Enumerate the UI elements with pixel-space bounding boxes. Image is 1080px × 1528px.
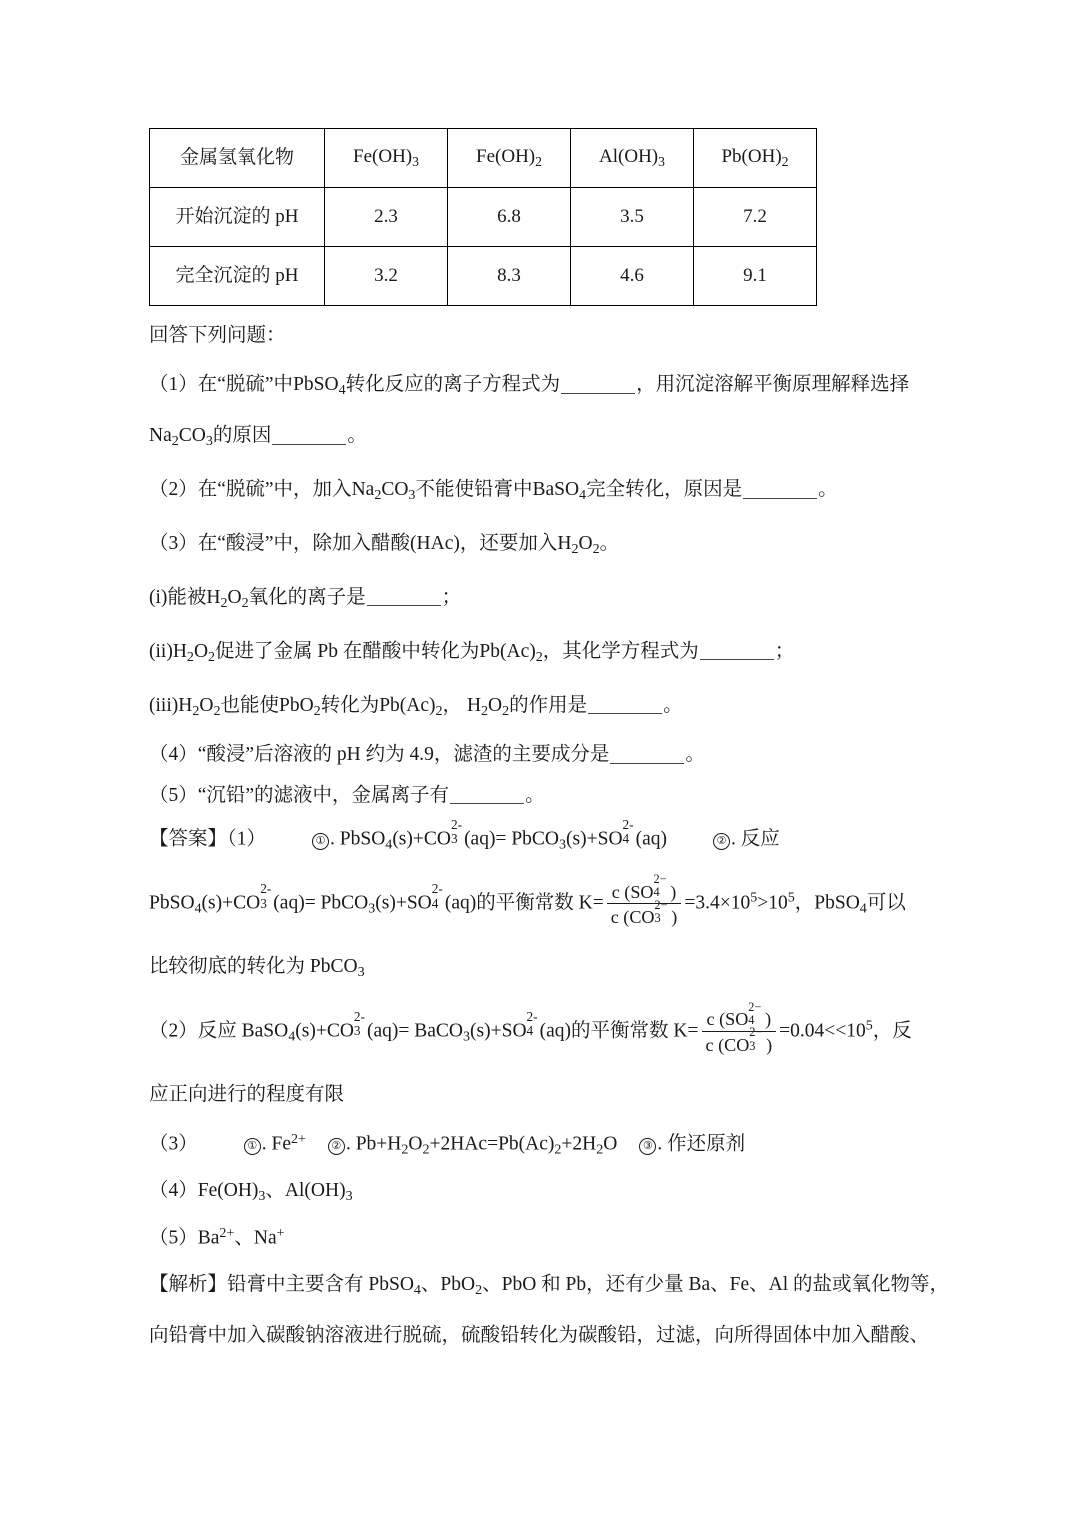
a1b-tail: 可以 — [866, 892, 906, 914]
answer-1-line — [149, 817, 949, 854]
table-header-label-text: 金属氢氧化物 — [179, 146, 294, 168]
q2-na-sub: 2 — [374, 486, 382, 503]
answer-2-continuation: 应正向进行的程度有限 — [149, 1084, 345, 1106]
q3iii-pbac-sub: 2 — [435, 702, 443, 719]
sulfate-charge-stack — [526, 1009, 539, 1039]
charge-subscript: 3 — [654, 910, 661, 925]
q3ii-semicolon: ； — [774, 640, 795, 662]
q1-text-a: （1）在“脱硫”中 — [149, 374, 294, 396]
q2-text-a: （2）在“脱硫”中，加入 — [149, 479, 352, 501]
explanation-sub-1: 4 — [413, 1281, 421, 1298]
a2-prefix: （2）反应 — [149, 1020, 242, 1042]
table-header-cell-label — [150, 129, 325, 188]
fraction-numerator — [702, 999, 777, 1030]
q3i-text-b: 氧化的离子是 — [248, 586, 366, 608]
a2-sub-2: 3 — [463, 1028, 471, 1045]
q3i-semicolon: ； — [441, 586, 462, 608]
q3iii-comma: ， — [442, 694, 463, 716]
q3-period: 。 — [599, 532, 620, 554]
charge-superscript: 2- — [450, 817, 463, 833]
cell-complete-ph-aloh3: 4.6 — [571, 247, 694, 306]
answer-blank[interactable] — [272, 425, 346, 445]
q3iii-pbo2-sub: 2 — [313, 702, 321, 719]
q3-text-a: （3）在“酸浸”中，除加入醋酸(HAc)，还要加入 — [149, 532, 558, 554]
fraction-denominator — [607, 897, 682, 928]
carbonate-charge-stack — [450, 817, 463, 847]
answer-blank[interactable] — [561, 374, 635, 394]
a2-result-exp: 5 — [865, 1017, 873, 1034]
explanation-text-c: 、PbO 和 Pb，还有少量 Ba、Fe、Al 的盐或氧化物等， — [482, 1273, 950, 1295]
q5-text: （5）“沉铅”的滤液中，金属离子有 — [149, 784, 450, 806]
table-header-cell-pboh2 — [694, 129, 817, 188]
q3iii-o2: O — [488, 694, 503, 716]
charge-superscript: 2- — [431, 881, 443, 897]
a3-eq-part-3: +2HAc=Pb(Ac) — [429, 1134, 555, 1156]
a3-fe-charge: 2+ — [291, 1131, 306, 1148]
answer-blank[interactable] — [367, 587, 441, 607]
table-header-cell-feoh3 — [325, 129, 448, 188]
a2-eq-part-3: (aq)= BaCO — [367, 1020, 464, 1042]
q4-period: 。 — [685, 744, 705, 766]
q3-h-sub: 2 — [571, 540, 579, 557]
charge-superscript: 2− — [748, 999, 762, 1014]
answer-5-line — [149, 1224, 949, 1252]
q3iii-h2: H — [466, 694, 482, 716]
answer-blank[interactable] — [700, 641, 774, 661]
q2-text-b: 不能使铅膏中 — [415, 479, 533, 501]
a4-aloh3-sub: 3 — [345, 1187, 353, 1204]
q3iii-text-b: 转化为 — [320, 694, 380, 716]
a1b-equilibrium-label: 的平衡常数 K= — [476, 892, 604, 914]
a4-aloh3: 、Al(OH) — [265, 1179, 346, 1201]
charge-subscript: 3 — [353, 1023, 361, 1039]
numerator-close: ) — [665, 881, 677, 902]
a2-sub-1: 4 — [288, 1028, 296, 1045]
q1-text-reason: 的原因 — [212, 425, 272, 447]
a3-mark3-text: . 作还原剂 — [657, 1134, 746, 1156]
answer-1-continuation — [149, 954, 949, 982]
q3-o: O — [578, 532, 593, 554]
denominator-charge-stack — [654, 897, 668, 925]
question-4 — [149, 742, 949, 768]
q3iii-text-c: 的作用是 — [509, 694, 588, 716]
charge-subscript: 4 — [653, 885, 660, 900]
q1-pbso4-sub: 4 — [338, 382, 346, 399]
question-3-ii — [149, 639, 949, 667]
sulfate-charge-stack — [431, 881, 444, 911]
a5-na-charge: + — [276, 1224, 285, 1241]
a1-sub-2: 3 — [559, 836, 567, 853]
a3-eq-part-4: +2H — [561, 1134, 597, 1156]
cell-start-ph-feoh3: 2.3 — [325, 188, 448, 247]
a1b-result-b: >10 — [757, 892, 788, 914]
a2-result-a: =0.04<<10 — [779, 1020, 866, 1042]
a1-eq-part-4: (s)+SO — [566, 828, 623, 850]
circled-number-1: ① — [312, 833, 329, 850]
document-content — [149, 128, 949, 1349]
charge-subscript: 4 — [622, 831, 630, 847]
a1b-sub-2: 3 — [368, 900, 376, 917]
answer-header: 【答案】（1） — [149, 828, 267, 850]
a1-eq-part-1: . PbSO — [330, 828, 386, 850]
question-2 — [149, 477, 949, 505]
explanation-line-1 — [149, 1272, 949, 1300]
carbonate-charge-stack — [353, 1009, 366, 1039]
q3iii-marker: (iii) — [149, 694, 179, 716]
q3iii-h-sub: 2 — [192, 702, 200, 719]
question-1-line-1 — [149, 372, 949, 400]
table-header-cell-aloh3 — [571, 129, 694, 188]
table-row — [150, 247, 817, 306]
q3iii-period: 。 — [663, 694, 683, 716]
cell-start-ph-feoh2: 6.8 — [448, 188, 571, 247]
cell-start-ph-pboh2: 7.2 — [694, 188, 817, 247]
q2-na: Na — [351, 479, 375, 501]
explanation-text-a: 【解析】铅膏中主要含有 PbSO — [149, 1273, 414, 1295]
question-5 — [149, 783, 949, 809]
q1-na: Na — [149, 425, 172, 447]
numerator-base: c (SO — [706, 1009, 749, 1030]
q3iii-pbac: Pb(Ac) — [379, 694, 436, 716]
carbonate-charge-stack — [260, 881, 272, 911]
a1b-result-a: =3.4×10 — [684, 892, 751, 914]
answer-blank[interactable] — [610, 744, 684, 764]
explanation-text-b: 、PbO — [420, 1273, 476, 1295]
a2-eq-part-2: (s)+CO — [295, 1020, 354, 1042]
q3ii-text-b: ，其化学方程式为 — [542, 640, 699, 662]
circled-number-1: ① — [244, 1138, 261, 1155]
q3i-h-sub: 2 — [220, 594, 228, 611]
cell-start-ph-aloh3: 3.5 — [571, 188, 694, 247]
q1-na-sub: 2 — [171, 433, 179, 450]
q3iii-o-sub: 2 — [213, 702, 221, 719]
q5-period: 。 — [525, 784, 545, 806]
explanation-sub-2: 2 — [475, 1281, 483, 1298]
a4-feoh3: （4）Fe(OH) — [149, 1179, 259, 1201]
explanation-line-2: 向铅膏中加入碳酸钠溶液进行脱硫，硫酸铅转化为碳酸铅，过滤，向所得固体中加入醋酸、 — [149, 1324, 930, 1346]
q3i-o: O — [227, 586, 242, 608]
q3ii-pbac-sub: 2 — [535, 648, 543, 665]
numerator-charge-stack — [748, 999, 762, 1028]
q3ii-marker: (ii) — [149, 640, 173, 662]
charge-subscript: 3 — [260, 895, 267, 911]
a3-sub-1: 2 — [401, 1142, 409, 1159]
numerator-charge-stack — [653, 872, 667, 900]
q4-text: （4）“酸浸”后溶液的 pH 约为 4.9，滤渣的主要成分是 — [149, 744, 610, 766]
a1b-sub-1: 4 — [194, 900, 202, 917]
a3-fe: . Fe — [261, 1134, 292, 1156]
a5-ba: （5）Ba — [149, 1227, 220, 1249]
aloh3-base: Al(OH) — [599, 145, 659, 167]
answer-4-line — [149, 1178, 949, 1206]
q2-period: 。 — [818, 479, 838, 501]
charge-superscript: 2− — [654, 897, 668, 912]
q3ii-h: H — [172, 640, 187, 662]
a1b-eq-part-1: PbSO — [149, 892, 195, 914]
q3iii-pbo2: PbO — [278, 694, 314, 716]
q1-co: CO — [178, 425, 206, 447]
q3ii-h-sub: 2 — [186, 648, 194, 665]
circled-number-3: ③ — [639, 1138, 656, 1155]
q2-text-c: 完全转化，原因是 — [586, 479, 743, 501]
charge-superscript: 2- — [622, 817, 634, 833]
question-3 — [149, 531, 949, 559]
charge-subscript: 3 — [749, 1038, 756, 1053]
q1-text-b: 转化反应的离子方程式为 — [345, 374, 561, 396]
a5-na: 、Na — [234, 1227, 277, 1249]
q3iii-o: O — [199, 694, 214, 716]
a1-eq-part-2: (s)+CO — [392, 828, 451, 850]
charge-superscript: 2− — [749, 1025, 763, 1040]
charge-subscript: 4 — [526, 1023, 534, 1039]
q1-pbso4: PbSO — [293, 374, 339, 396]
charge-superscript: 2− — [653, 872, 667, 887]
a1b-line2-text: 比较彻底的转化为 PbCO — [149, 956, 358, 978]
answer-instruction: 回答下列问题： — [149, 325, 286, 346]
fraction-denominator — [702, 1025, 777, 1055]
row-label-complete-precipitation: 完全沉淀的 pH — [150, 247, 325, 306]
a1b-result-exp-1: 5 — [750, 890, 758, 907]
a2-eq-part-5: (aq) — [539, 1020, 572, 1042]
a1b-eq-part-4: (s)+SO — [375, 892, 432, 914]
feoh2-base: Fe(OH) — [476, 145, 536, 167]
q3iii-h2-sub: 2 — [481, 702, 489, 719]
a1-eq-part-3: (aq)= PbCO — [464, 828, 560, 850]
a2-result-b: ，反 — [872, 1020, 912, 1042]
denominator-base: c (CO — [610, 907, 655, 928]
a3-eq-part-5: O — [603, 1134, 618, 1156]
a3-sub-4: 2 — [596, 1142, 604, 1159]
a1b-pbso4-sub: 4 — [859, 900, 867, 917]
pboh2-sub: 2 — [781, 153, 789, 169]
q3-h: H — [557, 532, 572, 554]
a1-eq-part-5: (aq) — [635, 828, 668, 850]
q3ii-text-a: 促进了金属 Pb 在醋酸中转化为 — [215, 640, 480, 662]
a2-equilibrium-label: 的平衡常数 K= — [571, 1020, 699, 1042]
a1b-eq-part-2: (s)+CO — [201, 892, 261, 914]
equilibrium-constant-fraction — [607, 872, 682, 928]
metal-hydroxide-ph-table — [149, 128, 817, 306]
answer-3-line — [149, 1130, 949, 1160]
a1b-line2-sub: 3 — [357, 964, 365, 981]
a2-eq-part-4: (s)+SO — [470, 1020, 527, 1042]
denominator-base: c (CO — [705, 1034, 750, 1055]
a1b-eq-part-3: (aq)= PbCO — [273, 892, 369, 914]
a1-sub-1: 4 — [385, 836, 393, 853]
q3iii-text-a: 也能使 — [220, 694, 279, 716]
aloh3-sub: 3 — [658, 153, 665, 169]
fraction-numerator — [607, 872, 682, 903]
row-label-start-precipitation: 开始沉淀的 pH — [150, 188, 325, 247]
a3-sub-3: 2 — [554, 1142, 562, 1159]
answer-blank[interactable] — [450, 785, 524, 805]
a3-eq-part-2: O — [408, 1134, 423, 1156]
a1-mark2-text: . 反应 — [731, 828, 780, 850]
a4-feoh3-sub: 3 — [258, 1187, 266, 1204]
feoh2-sub: 2 — [535, 153, 542, 169]
a1b-eq-part-5: (aq) — [444, 892, 477, 914]
sulfate-charge-stack — [622, 817, 635, 847]
q3-o-sub: 2 — [592, 540, 600, 557]
a5-ba-charge: 2+ — [219, 1224, 235, 1241]
charge-superscript: 2- — [353, 1009, 365, 1025]
a2-eq-part-1: BaSO — [241, 1020, 289, 1042]
denominator-close: ) — [761, 1034, 773, 1055]
question-3-iii — [149, 693, 949, 721]
charge-superscript: 2- — [260, 881, 272, 897]
answer-blank[interactable] — [588, 695, 662, 715]
a3-prefix: （3） — [149, 1134, 198, 1156]
q2-co-sub: 3 — [408, 486, 416, 503]
q2-baso4: BaSO — [532, 479, 580, 501]
a3-sub-2: 2 — [422, 1142, 430, 1159]
cell-complete-ph-feoh2: 8.3 — [448, 247, 571, 306]
q3ii-o: O — [193, 640, 209, 662]
circled-number-2: ② — [328, 1138, 345, 1155]
a3-eq-part-1: . Pb+H — [345, 1134, 402, 1156]
feoh3-base: Fe(OH) — [353, 145, 413, 167]
table-header-cell-feoh2 — [448, 129, 571, 188]
denominator-charge-stack — [749, 1025, 763, 1053]
answer-1-equilibrium-line — [149, 872, 949, 928]
numerator-close: ) — [760, 1009, 772, 1030]
q3ii-o-sub: 2 — [208, 648, 216, 665]
feoh3-sub: 3 — [412, 153, 419, 169]
question-3-i — [149, 585, 949, 613]
answer-2-line — [149, 999, 949, 1056]
table-header-row — [150, 129, 817, 188]
table-row — [150, 188, 817, 247]
q2-co: CO — [381, 479, 409, 501]
q3i-h: H — [206, 586, 221, 608]
q3i-text-a: (i)能被 — [149, 586, 207, 608]
pboh2-base: Pb(OH) — [721, 145, 782, 167]
equilibrium-constant-fraction — [702, 999, 777, 1055]
denominator-close: ) — [666, 907, 678, 928]
a1b-result-exp-2: 5 — [787, 890, 795, 907]
question-1-line-2 — [149, 423, 949, 451]
cell-complete-ph-feoh3: 3.2 — [325, 247, 448, 306]
a1b-pbso4: PbSO — [814, 892, 860, 914]
charge-subscript: 4 — [431, 895, 439, 911]
q1-co-sub: 3 — [205, 433, 213, 450]
charge-subscript: 4 — [748, 1013, 755, 1028]
answer-blank[interactable] — [743, 479, 817, 499]
q3i-o-sub: 2 — [241, 594, 249, 611]
circled-number-2: ② — [713, 833, 730, 850]
a1b-comma: ， — [794, 892, 815, 914]
charge-superscript: 2- — [526, 1009, 538, 1025]
numerator-base: c (SO — [611, 881, 654, 902]
q3iii-o2-sub: 2 — [502, 702, 510, 719]
charge-subscript: 3 — [450, 831, 458, 847]
q3iii-h: H — [178, 694, 193, 716]
cell-complete-ph-pboh2: 9.1 — [694, 247, 817, 306]
q2-baso4-sub: 4 — [579, 486, 587, 503]
q1-text-c: ，用沉淀溶解平衡原理解释选择 — [636, 374, 910, 396]
q1-period: 。 — [347, 425, 367, 447]
q3ii-pbac: Pb(Ac) — [479, 640, 536, 662]
